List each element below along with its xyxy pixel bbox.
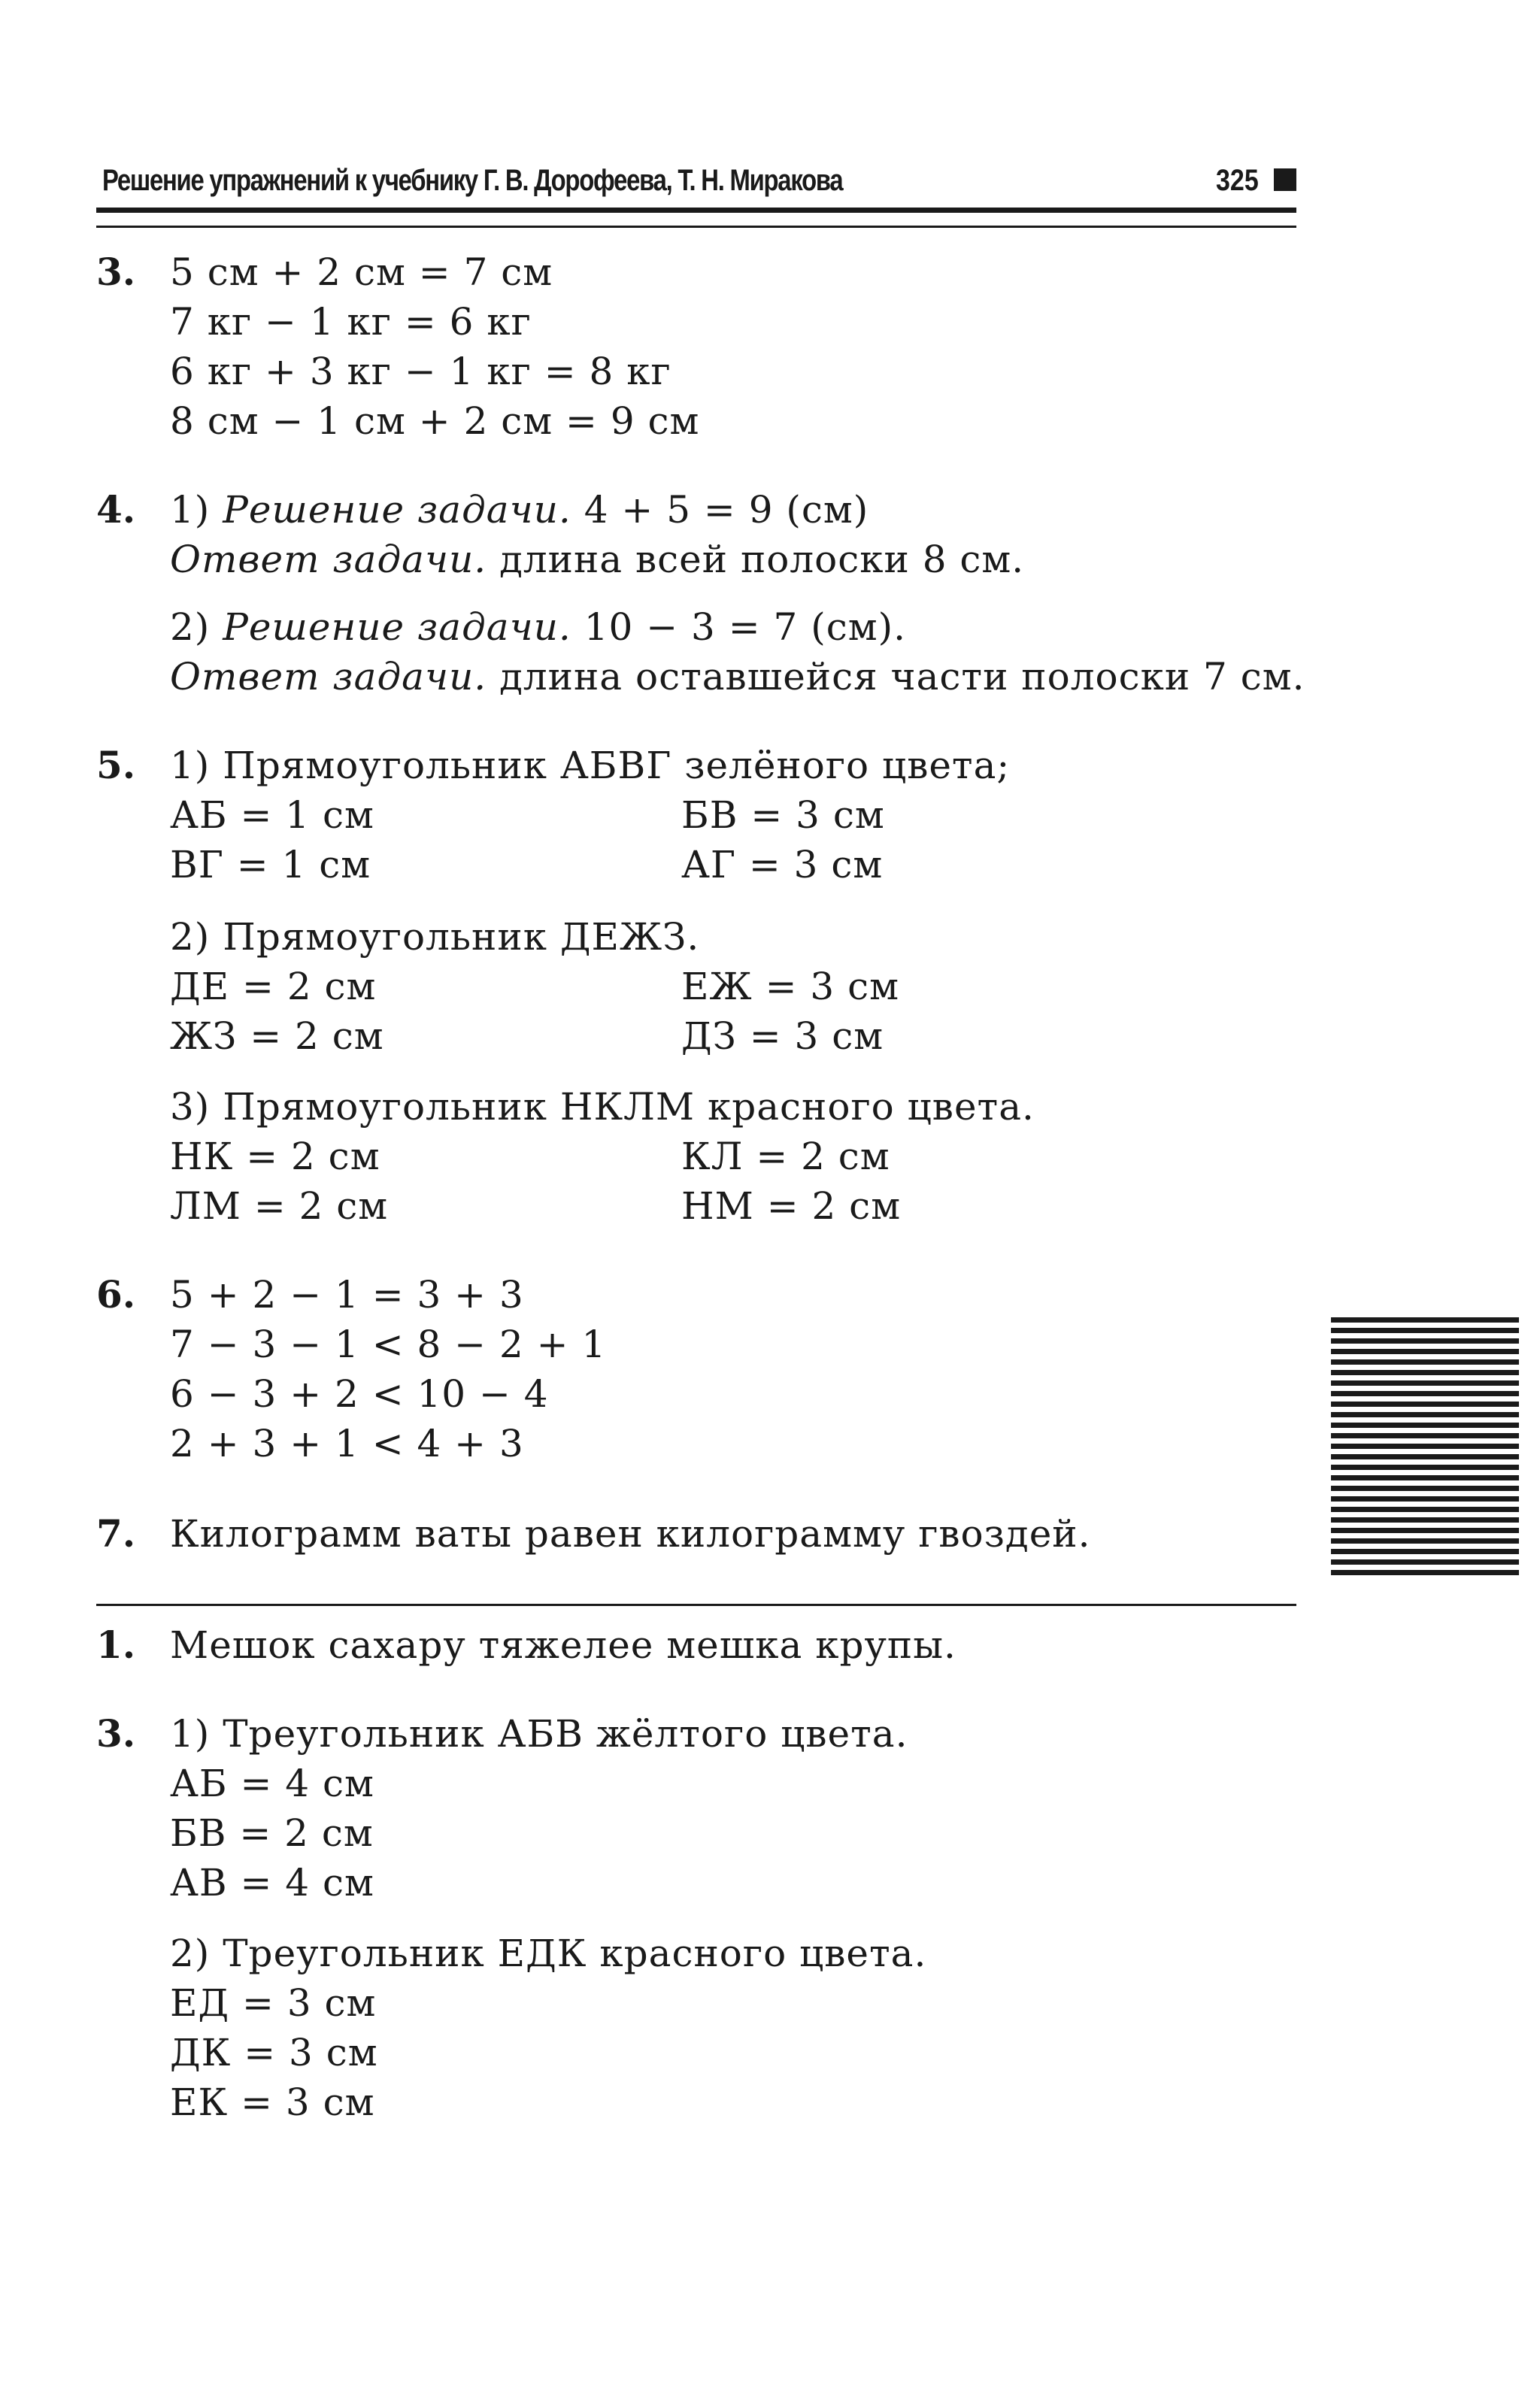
equation-line: 6 − 3 + 2 < 10 − 4: [170, 1372, 549, 1416]
part-title: 3) Прямоугольник НКЛМ красного цвета.: [170, 1085, 1035, 1129]
measure-line: АВ = 4 см: [170, 1861, 374, 1905]
thumb-index-stripes: [1331, 1317, 1519, 1579]
solution-text: 10 − 3 = 7 (см).: [571, 605, 907, 649]
measure-cell: НК = 2 см: [170, 1135, 380, 1178]
equation-line: 7 − 3 − 1 < 8 − 2 + 1: [170, 1323, 607, 1366]
exercise-number: 7.: [96, 1511, 136, 1556]
equation-line: 5 + 2 − 1 = 3 + 3: [170, 1273, 524, 1317]
measure-cell: БВ = 3 см: [681, 793, 885, 837]
part-title: 2) Прямоугольник ДЕЖЗ.: [170, 915, 700, 959]
equation-line: 5 см + 2 см = 7 см: [170, 250, 553, 294]
part-title: 2) Треугольник ЕДК красного цвета.: [170, 1932, 927, 1975]
running-header: [96, 158, 1296, 203]
answer-label: Ответ задачи.: [170, 538, 487, 581]
measure-line: АБ = 4 см: [170, 1762, 374, 1805]
header-rule-thick: [96, 208, 1296, 213]
part-title: 1) Прямоугольник АБВГ зелёного цвета;: [170, 744, 1011, 787]
solution-line: [170, 486, 869, 534]
exercise-number: 1.: [96, 1623, 136, 1667]
part-title: 1) Треугольник АБВ жёлтого цвета.: [170, 1712, 908, 1756]
solution-text: 4 + 5 = 9 (см): [571, 488, 869, 532]
measure-line: ДК = 3 см: [170, 2031, 378, 2074]
exercise-number: 3.: [96, 1711, 136, 1756]
measure-cell: КЛ = 2 см: [681, 1135, 890, 1178]
exercise-number: 3.: [96, 250, 136, 294]
equation-line: 7 кг − 1 кг = 6 кг: [170, 300, 532, 344]
part-prefix: 1): [170, 488, 223, 532]
answer-text: Килограмм ваты равен килограмму гвоздей.: [170, 1512, 1091, 1556]
measure-line: БВ = 2 см: [170, 1811, 374, 1855]
measure-line: ЕК = 3 см: [170, 2080, 375, 2124]
measure-cell: АГ = 3 см: [681, 843, 884, 886]
page-number: 325: [1216, 164, 1259, 197]
answer-text: длина всей полоски 8 см.: [487, 538, 1025, 581]
exercise-number: 5.: [96, 743, 136, 787]
solution-line: [170, 603, 906, 651]
equation-line: 6 кг + 3 кг − 1 кг = 8 кг: [170, 350, 671, 393]
measure-cell: ЛМ = 2 см: [170, 1184, 389, 1228]
header-square-marker: [1274, 168, 1296, 191]
header-rule-thin: [96, 226, 1296, 228]
solution-label: Решение задачи.: [223, 605, 571, 649]
exercise-number: 4.: [96, 487, 136, 532]
answer-label: Ответ задачи.: [170, 655, 487, 699]
section-divider: [96, 1604, 1296, 1606]
answer-line: [170, 653, 1305, 701]
measure-cell: АБ = 1 см: [170, 793, 374, 837]
exercise-number: 6.: [96, 1272, 136, 1317]
equation-line: 2 + 3 + 1 < 4 + 3: [170, 1422, 524, 1465]
measure-cell: ЖЗ = 2 см: [170, 1014, 384, 1058]
measure-cell: ВГ = 1 см: [170, 843, 371, 886]
measure-cell: ДЕ = 2 см: [170, 965, 377, 1008]
header-title: Решение упражнений к учебнику Г. В. Дорофеева, Т. Н. Миракова: [102, 164, 843, 197]
answer-text: Мешок сахару тяжелее мешка крупы.: [170, 1623, 956, 1667]
measure-cell: НМ = 2 см: [681, 1184, 902, 1228]
solution-label: Решение задачи.: [223, 488, 571, 532]
measure-line: ЕД = 3 см: [170, 1981, 377, 2025]
answer-line: [170, 535, 1024, 583]
part-prefix: 2): [170, 605, 223, 649]
answer-text: длина оставшейся части полоски 7 см.: [487, 655, 1305, 699]
measure-cell: ЕЖ = 3 см: [681, 965, 899, 1008]
equation-line: 8 см − 1 см + 2 см = 9 см: [170, 399, 700, 443]
measure-cell: ДЗ = 3 см: [681, 1014, 884, 1058]
